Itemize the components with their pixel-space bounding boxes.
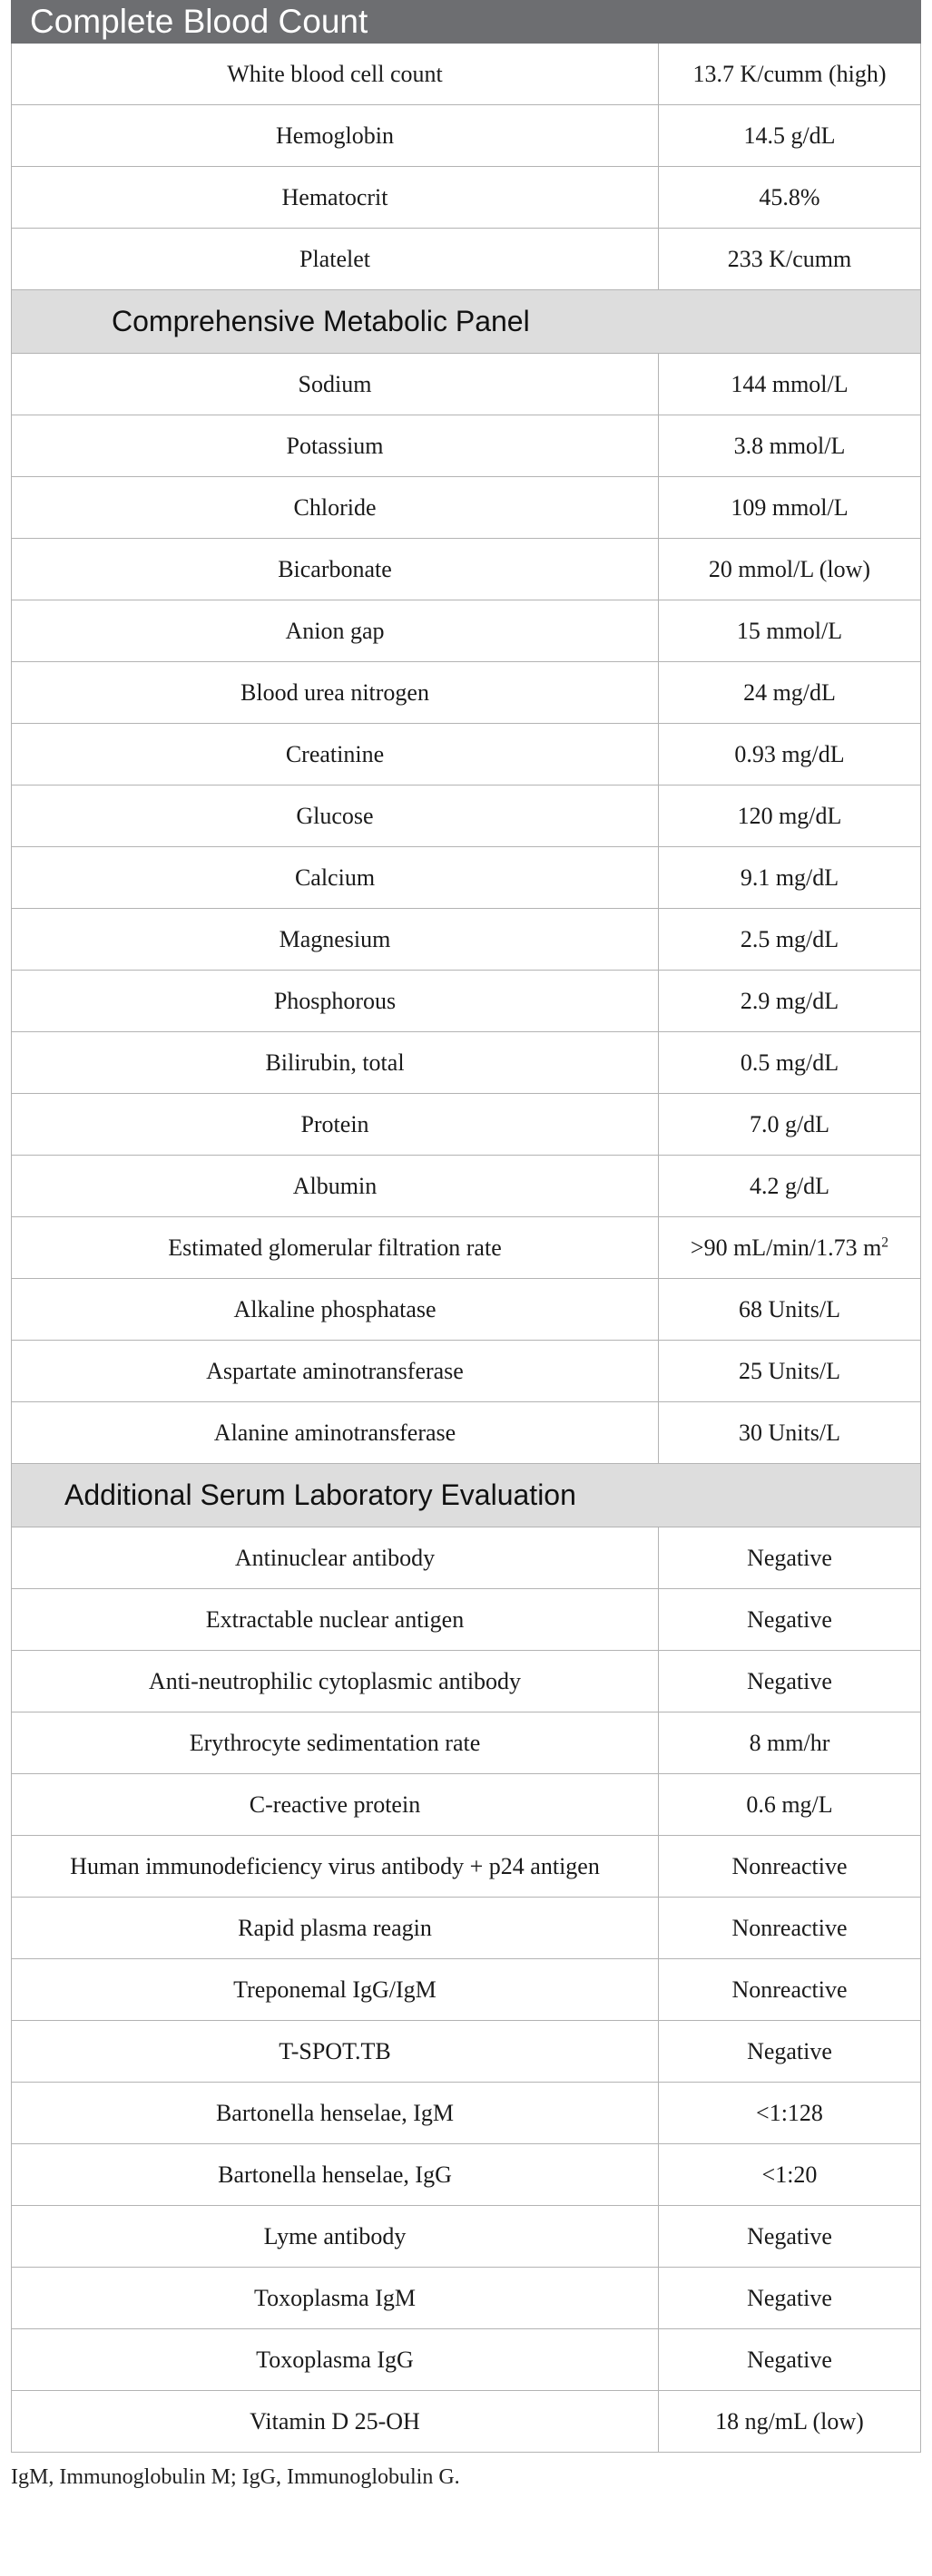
test-name-cell: Human immunodeficiency virus antibody + p24 antigen bbox=[12, 1836, 659, 1898]
test-value-cell bbox=[659, 1094, 921, 1156]
test-value: Nonreactive bbox=[731, 1976, 848, 2003]
test-name-cell: Protein bbox=[12, 1094, 659, 1156]
test-value-cell bbox=[659, 1156, 921, 1217]
test-value-cell bbox=[659, 1589, 921, 1651]
test-name-cell: Bartonella henselae, IgG bbox=[12, 2144, 659, 2206]
table-row bbox=[12, 2083, 921, 2144]
test-name-cell: Platelet bbox=[12, 229, 659, 290]
table-row bbox=[12, 1589, 921, 1651]
test-value-cell bbox=[659, 44, 921, 105]
test-value-cell bbox=[659, 909, 921, 971]
table-row bbox=[12, 229, 921, 290]
table-row bbox=[12, 354, 921, 415]
section-header-additional: Additional Serum Laboratory Evaluation bbox=[12, 1464, 921, 1527]
test-value-cell bbox=[659, 2083, 921, 2144]
lab-results-container bbox=[11, 0, 920, 2490]
table-row bbox=[12, 1836, 921, 1898]
test-name-cell: Aspartate aminotransferase bbox=[12, 1341, 659, 1402]
test-value-cell bbox=[659, 105, 921, 167]
table-row bbox=[12, 2329, 921, 2391]
test-value-cell bbox=[659, 1959, 921, 2021]
test-name-cell: Vitamin D 25-OH bbox=[12, 2391, 659, 2453]
table-row bbox=[12, 1279, 921, 1341]
test-value-cell bbox=[659, 1402, 921, 1464]
test-value: Negative bbox=[747, 2284, 832, 2311]
test-value: <1:20 bbox=[761, 2161, 818, 2188]
test-name-cell: Hematocrit bbox=[12, 167, 659, 229]
test-name-cell: Glucose bbox=[12, 785, 659, 847]
test-name-cell: Sodium bbox=[12, 354, 659, 415]
table-row bbox=[12, 105, 921, 167]
test-name-cell: Potassium bbox=[12, 415, 659, 477]
test-name-cell: Phosphorous bbox=[12, 971, 659, 1032]
test-value: 9.1 mg/dL bbox=[740, 864, 839, 891]
table-row bbox=[12, 415, 921, 477]
test-value-cell bbox=[659, 2206, 921, 2268]
test-value-cell bbox=[659, 229, 921, 290]
test-value-cell bbox=[659, 1651, 921, 1712]
test-name-cell: Hemoglobin bbox=[12, 105, 659, 167]
section-header-cmp: Comprehensive Metabolic Panel bbox=[12, 290, 921, 354]
lab-results-table bbox=[11, 0, 921, 2453]
test-value: Negative bbox=[747, 2037, 832, 2064]
test-value: 0.5 mg/dL bbox=[740, 1049, 839, 1076]
test-name-cell: Toxoplasma IgM bbox=[12, 2268, 659, 2329]
table-footnote: IgM, Immunoglobulin M; IgG, Immunoglobulin G. bbox=[11, 2465, 460, 2489]
test-name-cell: Lyme antibody bbox=[12, 2206, 659, 2268]
test-name-cell: Toxoplasma IgG bbox=[12, 2329, 659, 2391]
table-row bbox=[12, 2268, 921, 2329]
test-name-cell: C-reactive protein bbox=[12, 1774, 659, 1836]
test-name-cell: Rapid plasma reagin bbox=[12, 1898, 659, 1959]
test-value-cell bbox=[659, 1712, 921, 1774]
test-name-cell: Magnesium bbox=[12, 909, 659, 971]
test-value-cell bbox=[659, 354, 921, 415]
table-row bbox=[12, 1341, 921, 1402]
table-row bbox=[12, 2206, 921, 2268]
test-value: 45.8% bbox=[759, 183, 820, 210]
test-value: 18 ng/mL (low) bbox=[715, 2407, 864, 2435]
table-title: Complete Blood Count bbox=[12, 1, 921, 44]
test-value: 233 K/cumm bbox=[727, 245, 852, 272]
table-row bbox=[12, 1156, 921, 1217]
test-value: 0.93 mg/dL bbox=[734, 740, 845, 767]
test-value-cell bbox=[659, 2144, 921, 2206]
test-name-cell: Anion gap bbox=[12, 600, 659, 662]
test-name-cell: Alanine aminotransferase bbox=[12, 1402, 659, 1464]
test-value: 0.6 mg/L bbox=[746, 1791, 833, 1818]
table-row bbox=[12, 600, 921, 662]
test-name-cell: Albumin bbox=[12, 1156, 659, 1217]
test-value: Negative bbox=[747, 1667, 832, 1694]
test-value-cell bbox=[659, 600, 921, 662]
test-name-cell: Chloride bbox=[12, 477, 659, 539]
table-row bbox=[12, 1959, 921, 2021]
test-value-cell bbox=[659, 2329, 921, 2391]
table-row bbox=[12, 2021, 921, 2083]
test-value: 2.5 mg/dL bbox=[740, 925, 839, 952]
test-value-cell bbox=[659, 2268, 921, 2329]
test-value-cell bbox=[659, 847, 921, 909]
test-value: 109 mmol/L bbox=[731, 493, 849, 521]
test-value: Negative bbox=[747, 2346, 832, 2373]
table-row bbox=[12, 1402, 921, 1464]
table-row bbox=[12, 1527, 921, 1589]
test-name-cell: White blood cell count bbox=[12, 44, 659, 105]
test-value-cell bbox=[659, 785, 921, 847]
test-value: 15 mmol/L bbox=[736, 617, 843, 644]
test-name-cell: Bilirubin, total bbox=[12, 1032, 659, 1094]
table-row bbox=[12, 1774, 921, 1836]
test-value: 3.8 mmol/L bbox=[733, 432, 846, 459]
test-name-cell: Treponemal IgG/IgM bbox=[12, 1959, 659, 2021]
test-value: 144 mmol/L bbox=[731, 370, 849, 397]
test-value-cell bbox=[659, 477, 921, 539]
test-name-cell: Calcium bbox=[12, 847, 659, 909]
table-row bbox=[12, 1651, 921, 1712]
test-value: 4.2 g/dL bbox=[749, 1172, 830, 1199]
test-value-cell bbox=[659, 1836, 921, 1898]
test-name-cell: Extractable nuclear antigen bbox=[12, 1589, 659, 1651]
test-value-cell bbox=[659, 971, 921, 1032]
test-value-cell bbox=[659, 1217, 921, 1279]
table-row bbox=[12, 477, 921, 539]
table-row bbox=[12, 167, 921, 229]
table-row bbox=[12, 724, 921, 785]
test-value: Negative bbox=[747, 1605, 832, 1633]
test-value-cell bbox=[659, 1341, 921, 1402]
test-value: Negative bbox=[747, 2222, 832, 2249]
test-value-cell bbox=[659, 2021, 921, 2083]
test-value: Nonreactive bbox=[731, 1852, 848, 1879]
test-value: 8 mm/hr bbox=[749, 1729, 830, 1756]
test-value: 30 Units/L bbox=[739, 1419, 840, 1446]
section-header-row bbox=[12, 290, 921, 354]
table-row bbox=[12, 1094, 921, 1156]
table-row bbox=[12, 1217, 921, 1279]
table-row bbox=[12, 847, 921, 909]
test-value-cell bbox=[659, 1774, 921, 1836]
test-value: >90 mL/min/1.73 m bbox=[690, 1234, 882, 1261]
test-name-cell: Creatinine bbox=[12, 724, 659, 785]
test-value: 20 mmol/L (low) bbox=[708, 555, 871, 582]
test-value-cell bbox=[659, 1032, 921, 1094]
test-name-cell: Erythrocyte sedimentation rate bbox=[12, 1712, 659, 1774]
test-value: 68 Units/L bbox=[739, 1295, 840, 1322]
test-name-cell: Estimated glomerular filtration rate bbox=[12, 1217, 659, 1279]
test-name-cell: T-SPOT.TB bbox=[12, 2021, 659, 2083]
test-value-cell bbox=[659, 1527, 921, 1589]
test-value: 2.9 mg/dL bbox=[740, 987, 839, 1014]
test-name-cell: Bartonella henselae, IgM bbox=[12, 2083, 659, 2144]
value-superscript: 2 bbox=[881, 1234, 889, 1250]
test-name-cell: Anti-neutrophilic cytoplasmic antibody bbox=[12, 1651, 659, 1712]
test-value: 14.5 g/dL bbox=[743, 122, 836, 149]
table-row bbox=[12, 1898, 921, 1959]
test-value: Nonreactive bbox=[731, 1914, 848, 1941]
test-value: 13.7 K/cumm (high) bbox=[692, 60, 887, 87]
table-row bbox=[12, 662, 921, 724]
table-row bbox=[12, 1712, 921, 1774]
lab-results-body bbox=[12, 1, 921, 2453]
test-value: <1:128 bbox=[756, 2099, 823, 2126]
table-title-row bbox=[12, 1, 921, 44]
test-value-cell bbox=[659, 539, 921, 600]
test-value: Negative bbox=[747, 1544, 832, 1571]
table-row bbox=[12, 539, 921, 600]
test-value-cell bbox=[659, 724, 921, 785]
test-value-cell bbox=[659, 1279, 921, 1341]
test-value-cell bbox=[659, 2391, 921, 2453]
test-value: 7.0 g/dL bbox=[749, 1110, 830, 1137]
test-name-cell: Bicarbonate bbox=[12, 539, 659, 600]
table-row bbox=[12, 2391, 921, 2453]
test-value-cell bbox=[659, 167, 921, 229]
table-row bbox=[12, 1032, 921, 1094]
table-row bbox=[12, 971, 921, 1032]
table-row bbox=[12, 909, 921, 971]
test-name-cell: Alkaline phosphatase bbox=[12, 1279, 659, 1341]
test-name-cell: Blood urea nitrogen bbox=[12, 662, 659, 724]
test-value: 24 mg/dL bbox=[743, 678, 836, 706]
test-value: 25 Units/L bbox=[739, 1357, 840, 1384]
table-row bbox=[12, 44, 921, 105]
test-value: 120 mg/dL bbox=[737, 802, 842, 829]
table-row bbox=[12, 2144, 921, 2206]
test-value-cell bbox=[659, 415, 921, 477]
test-value-cell bbox=[659, 1898, 921, 1959]
test-value-cell bbox=[659, 662, 921, 724]
section-header-row bbox=[12, 1464, 921, 1527]
table-row bbox=[12, 785, 921, 847]
test-name-cell: Antinuclear antibody bbox=[12, 1527, 659, 1589]
